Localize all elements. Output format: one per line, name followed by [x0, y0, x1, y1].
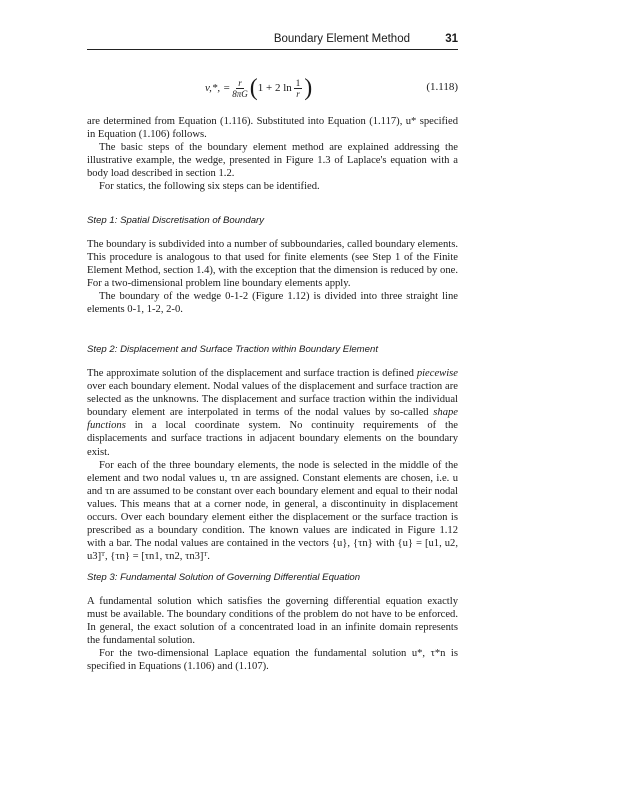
intro-text [87, 115, 458, 194]
paragraph: A fundamental solution which satisfies the governing differential equation exactly must be available. The boundary conditions of the problem do not have to be enforced. In general, the exact solution of a concentrated load in an infinite domain represents the fundamental solution. [87, 596, 458, 647]
fraction-denominator: 8πG [232, 88, 248, 99]
equation-inner: 1 + 2 ln [257, 82, 292, 94]
fraction-numerator: r [238, 77, 242, 88]
paragraph: For the two-dimensional Laplace equation the fundamental solution u*, τ*n is specified in Equations (1.106) and (1.107). [87, 648, 458, 673]
paragraph [87, 367, 458, 459]
step2-heading: Step 2: Displacement and Surface Traction within Boundary Element [87, 344, 378, 355]
fraction-denominator: r [296, 88, 300, 99]
emphasis: shape functions [87, 407, 458, 432]
emphasis: piecewise [416, 368, 458, 379]
paragraph: The boundary is subdivided into a number of subboundaries, called boundary elements. This procedure is analogous to that used for finite elements (see Step 1 of the Finite Element Method, section 1.4), with the exception that the dimension is reduced by one. For a two-dimensional problem line boundary elements apply. [87, 239, 458, 290]
paragraph: are determined from Equation (1.116). Substituted into Equation (1.117), u* specified in Equation (1.106) follows. [87, 116, 458, 141]
paragraph: For each of the three boundary elements, the node is selected in the middle of the element and two nodal values u, τn are assigned. Constant elements are chosen, i.e. u and τn are assumed to be constant over each boundary element and equal to their nodal values. This means that at a corner node, in general, a discontinuity in displacement occurs. Over each boundary element either the displacement or the surface traction is prescribed as a boundary condition. The known values are indicated in Figure 1.12 with a bar. The nodal values are contained in the vectors {u}, {τn} with {u} = [u1, u2, u3]ᵀ, {τn} = [τn1, τn2, τn3]ᵀ. [87, 459, 458, 563]
text-run: in a local coordinate system. No continuity requirements of the displacements and surface tractions in adjacent boundary elements on the boundary exist. [87, 420, 458, 458]
text-run: over each boundary element. Nodal values of the displacement and surface traction are selected as the unknowns. The displacement and surface traction within the individual boundary element are interpolated in terms of the nodal values by so-called [87, 381, 458, 419]
equation-number: (1.118) [426, 81, 458, 93]
step1-text [87, 238, 458, 317]
equation-1-118 [87, 72, 458, 104]
text-run: The approximate solution of the displacement and surface traction is defined [87, 368, 417, 379]
fraction [232, 78, 248, 99]
step3-heading: Step 3: Fundamental Solution of Governing Differential Equation [87, 572, 361, 583]
running-header [87, 33, 458, 50]
page-number: 31 [445, 33, 458, 45]
paragraph: The basic steps of the boundary element method are explained addressing the illustrative example, the wedge, presented in Figure 1.3 of Laplace's equation with a body load described in section 1.2. [87, 142, 458, 180]
fraction-numerator: 1 [295, 77, 301, 88]
running-header-title: Boundary Element Method [273, 33, 410, 45]
paragraph: For statics, the following six steps can be identified. [99, 181, 320, 193]
left-paren: ( [249, 75, 258, 101]
equation-lhs: v,*, = [205, 82, 231, 94]
paragraph: The boundary of the wedge 0-1-2 (Figure 1.12) is divided into three straight line elements 0-1, 1-2, 2-0. [87, 291, 458, 316]
step3-text [87, 595, 458, 674]
step2-text [87, 367, 458, 563]
right-paren: ) [304, 75, 313, 101]
step1-heading: Step 1: Spatial Discretisation of Boundary [87, 215, 265, 226]
fraction-inner [294, 78, 303, 99]
